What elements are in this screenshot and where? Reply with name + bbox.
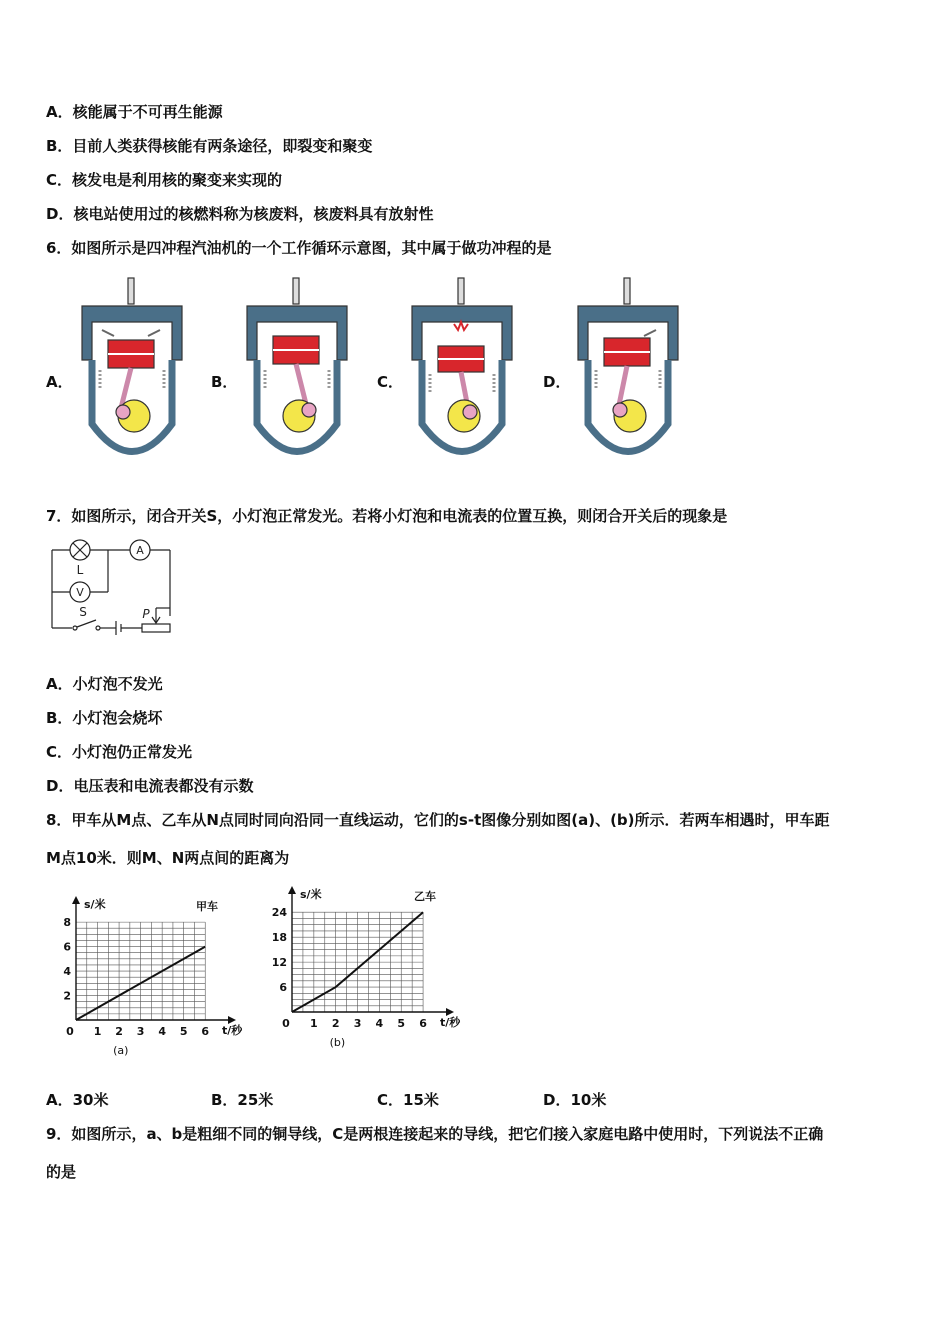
y-tick-label: 12	[271, 956, 287, 970]
engine-diagram-d	[574, 274, 684, 464]
slider-label: P	[142, 607, 150, 621]
x-tick-label: 1	[310, 1017, 318, 1030]
q5-option-c: C．核发电是利用核的聚变来实现的	[46, 171, 283, 189]
x-tick-label: 0	[282, 1017, 290, 1030]
x-tick-label: 2	[331, 1017, 340, 1030]
y-axis-arrow	[288, 886, 296, 894]
q5-option-d: D．核电站使用过的核燃料称为核废料，核废料具有放射性	[46, 205, 434, 223]
q9-stem-line2: 的是	[46, 1163, 77, 1181]
x-axis-arrow	[446, 1008, 454, 1016]
chart-caption: (b)	[329, 1036, 346, 1049]
voltmeter-label: V	[76, 586, 84, 599]
x-axis-label: t/秒	[222, 1024, 243, 1037]
x-tick-label: 5	[397, 1017, 406, 1030]
x-tick-label: 2	[115, 1025, 123, 1038]
q7-stem: 7．如图所示，闭合开关S，小灯泡正常发光。若将小灯泡和电流表的位置互换，则闭合开关后的现象是	[46, 507, 728, 525]
x-tick-label: 4	[375, 1017, 384, 1030]
x-axis-label: t/秒	[440, 1016, 461, 1029]
x-tick-label: 6	[201, 1025, 210, 1038]
chart-a	[40, 888, 260, 1070]
y-tick-label: 8	[63, 916, 71, 930]
y-axis-arrow	[72, 896, 80, 904]
q5-option-b: B．目前人类获得核能有两条途径，即裂变和聚变	[46, 137, 373, 155]
y-tick-label: 18	[271, 931, 287, 945]
q6-label-c: C．	[377, 373, 404, 391]
ammeter-label: A	[136, 544, 144, 557]
chart-b	[262, 878, 482, 1070]
y-tick-label: 4	[63, 965, 71, 979]
q7-option-d: D．电压表和电流表都没有示数	[46, 777, 254, 795]
y-axis-label: s/米	[84, 898, 106, 911]
switch-label: S	[79, 605, 87, 619]
y-tick-label: 24	[271, 906, 287, 920]
q7-option-c: C．小灯泡仍正常发光	[46, 743, 193, 761]
q8-option-c: C．15米	[377, 1091, 439, 1109]
x-tick-label: 6	[419, 1017, 427, 1030]
q8-stem-line1: 8．甲车从M点、乙车从N点同时同向沿同一直线运动，它们的s-t图像分别如图(a)、(b)所示．若两车相遇时，甲车距	[46, 811, 830, 829]
q8-stem-line2: M点10米．则M、N两点间的距离为	[46, 849, 290, 867]
q7-option-b: B．小灯泡会烧坏	[46, 709, 163, 727]
x-tick-label: 5	[179, 1025, 188, 1038]
q8-option-a: A．30米	[46, 1091, 109, 1109]
q6-stem: 6．如图所示是四冲程汽油机的一个工作循环示意图，其中属于做功冲程的是	[46, 239, 552, 257]
chart-title: 乙车	[414, 890, 436, 903]
x-tick-label: 4	[158, 1025, 166, 1038]
x-tick-label: 3	[136, 1025, 145, 1038]
q9-stem-line1: 9．如图所示，a、b是粗细不同的铜导线，C是两根连接起来的导线，把它们接入家庭电路中使用时，下列说法不正确	[46, 1125, 824, 1143]
q5-option-a: A．核能属于不可再生能源	[46, 103, 223, 121]
q8-option-d: D．10米	[543, 1091, 607, 1109]
engine-diagram-c	[408, 274, 518, 464]
x-tick-label: 3	[353, 1017, 362, 1030]
q7-option-a: A．小灯泡不发光	[46, 675, 163, 693]
engine-diagram-a	[78, 274, 188, 464]
chart-caption: (a)	[113, 1044, 129, 1057]
x-axis-arrow	[228, 1016, 236, 1024]
q6-label-a: A．	[46, 373, 73, 391]
x-tick-label: 1	[93, 1025, 102, 1038]
lamp-label: L	[76, 563, 84, 577]
q6-label-b: B．	[211, 373, 238, 391]
q6-label-d: D．	[543, 373, 571, 391]
y-tick-label: 6	[279, 981, 287, 995]
q8-option-b: B．25米	[211, 1091, 274, 1109]
engine-diagram-b	[243, 274, 353, 464]
y-axis-label: s/米	[300, 888, 322, 901]
q7-circuit-diagram	[40, 536, 180, 636]
x-tick-label: 0	[66, 1025, 74, 1038]
chart-title: 甲车	[196, 900, 218, 913]
y-tick-label: 2	[63, 989, 71, 1003]
y-tick-label: 6	[63, 940, 71, 954]
